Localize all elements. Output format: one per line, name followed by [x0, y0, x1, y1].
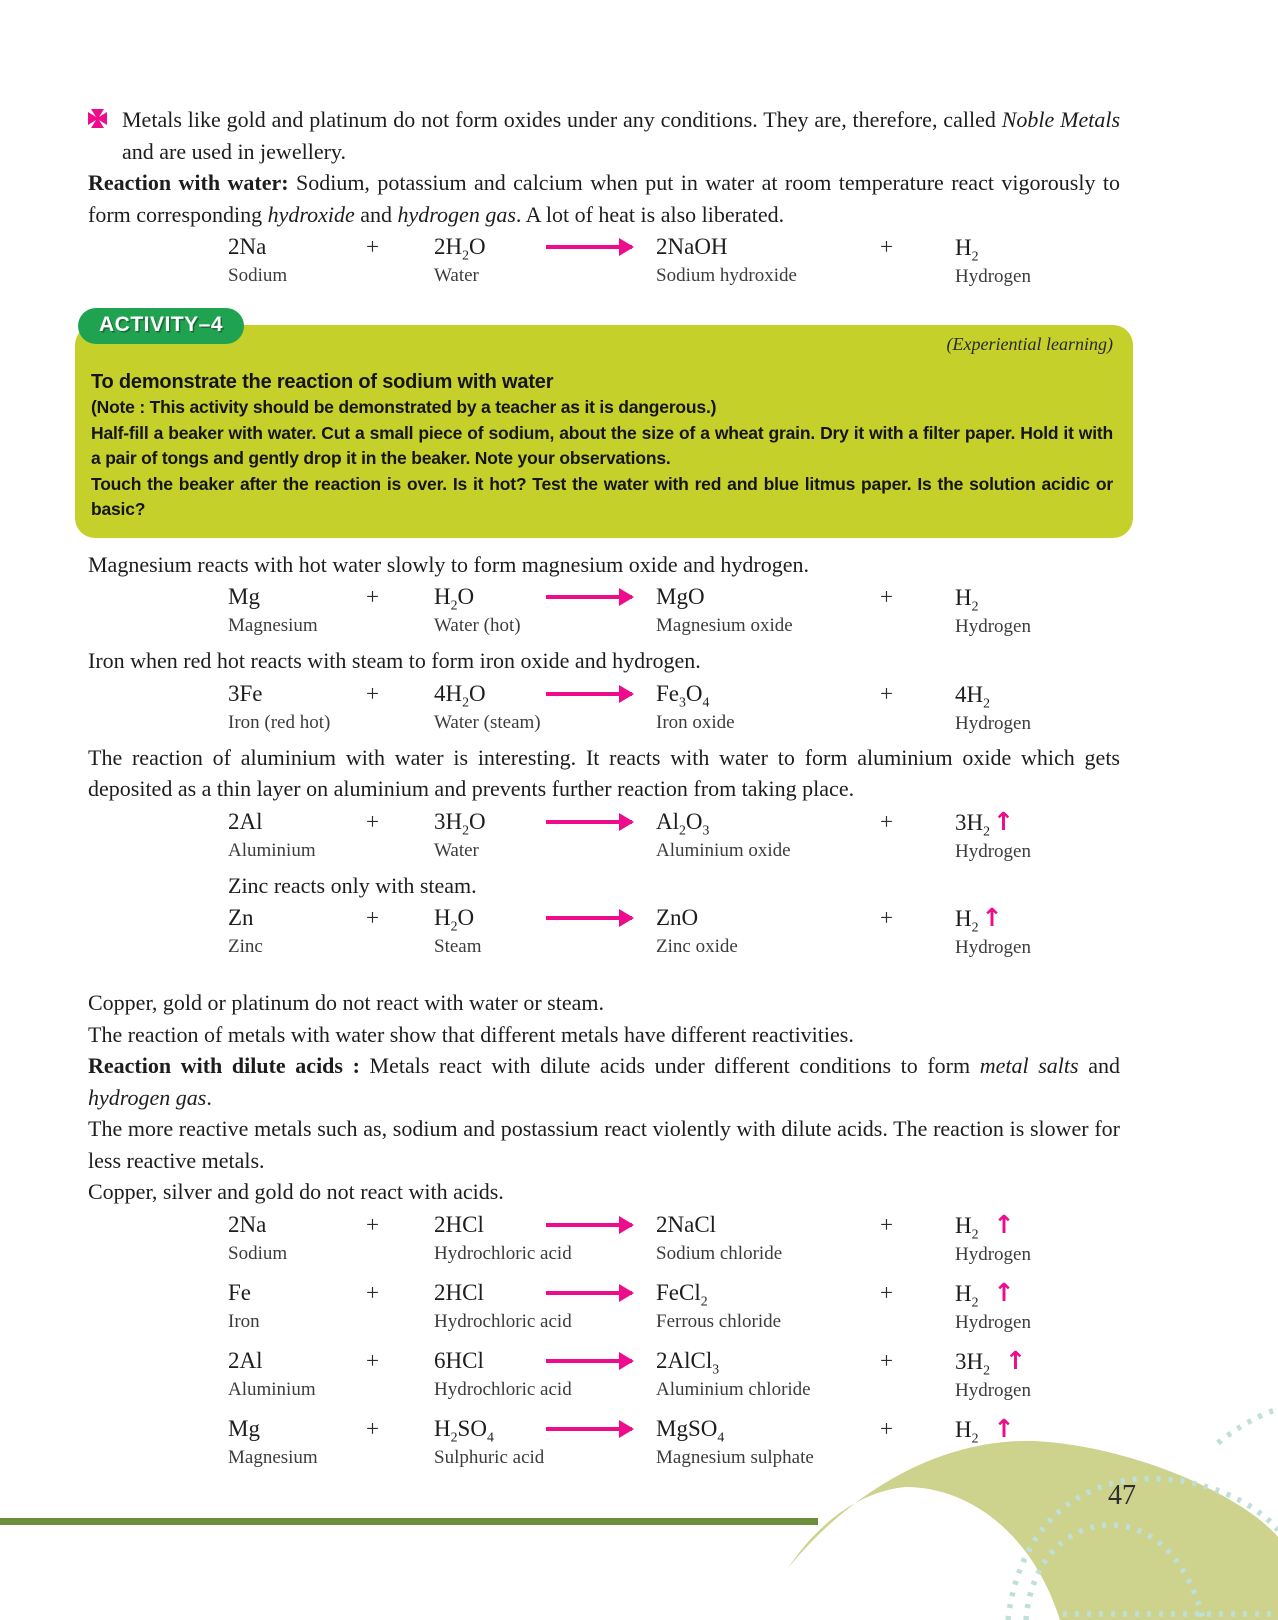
reaction-arrow-icon [546, 916, 632, 920]
plus-sign: + [366, 1279, 379, 1305]
eq-term [434, 1278, 572, 1334]
eq-arrow-cell [546, 232, 656, 249]
eq-term [434, 1346, 572, 1402]
reaction-arrow-icon [546, 1291, 632, 1295]
plus-sign: + [880, 234, 893, 259]
term-label: Magnesium sulphate [656, 1446, 814, 1468]
italic-hydroxide: hydroxide [267, 201, 355, 227]
eq-term [434, 679, 546, 735]
eq-term [656, 679, 870, 735]
eq-term [434, 1414, 546, 1470]
gas-up-arrow-icon: ↑ [981, 903, 1003, 932]
term-label: Hydrogen [955, 1243, 1031, 1265]
formula: Zn [228, 905, 254, 930]
italic-hydrogen-gas-2: hydrogen gas [88, 1084, 207, 1110]
eq-arrow-cell [546, 1278, 656, 1295]
maltese-cross-icon [88, 109, 107, 128]
eq-term [656, 582, 870, 638]
reaction-arrow-icon [546, 692, 632, 696]
formula: 2AlCl$_3$ [656, 1347, 720, 1377]
eq-term [656, 232, 870, 288]
term-label: Hydrochloric acid [434, 1310, 572, 1332]
footer-rule [0, 1518, 818, 1525]
term-label: Hydrogen [955, 937, 1031, 958]
equation-zinc-steam [88, 903, 1120, 960]
formula: $2H_2O$ [434, 234, 486, 263]
formula: $4H_2O$ [434, 680, 486, 710]
eq-term [228, 232, 356, 288]
term-label: Hydrogen [955, 1311, 1031, 1333]
para-acids-tail: . [206, 1084, 212, 1110]
eq-term [656, 1278, 870, 1334]
para-copper-water: Copper, gold or platinum do not react with water or steam. [88, 990, 604, 1015]
gas-up-arrow-icon: ↑ [993, 1209, 1015, 1239]
para-iron: Iron when red hot reacts with steam to form iron oxide and hydrogen. [88, 648, 701, 673]
plus-sign: + [366, 584, 379, 609]
plus-sign: + [880, 808, 893, 834]
para-reaction-dilute-acids [88, 1050, 1120, 1113]
equation-sodium-water [88, 232, 1120, 289]
footer-swoosh-graphic [778, 1405, 1278, 1620]
para-water-body: Sodium, potassium and calcium when put in water at room temperature react vigorously to form corresponding [88, 170, 1120, 227]
eq-term [656, 1210, 870, 1266]
plus-sign: + [366, 1415, 379, 1441]
reaction-arrow-icon [546, 1223, 632, 1227]
formula: $H_2$ [955, 1212, 979, 1242]
activity-body-2: Touch the beaker after the reaction is over. Is it hot? Test the water with red and blue litmus paper. Is the solution acidic or basic? [91, 473, 1113, 519]
page-number: 47 [1108, 1480, 1136, 1511]
term-label: Magnesium oxide [656, 615, 793, 636]
para-reaction-with-water [88, 167, 1120, 230]
para-copper-acids: Copper, silver and gold do not react with acids. [88, 1179, 504, 1204]
eq-term [228, 903, 356, 959]
term-label: Aluminium chloride [656, 1378, 811, 1400]
term-label: Sodium chloride [656, 1242, 783, 1264]
activity-note: (Note : This activity should be demonstrated by a teacher as it is dangerous.) [91, 397, 717, 417]
equation-iron-hcl [88, 1278, 1120, 1335]
eq-arrow-cell [546, 1210, 656, 1227]
plus-sign: + [366, 905, 379, 930]
eq-term [955, 903, 1120, 960]
term-label: Water [434, 839, 479, 861]
formula: FeCl$_2$ [656, 1279, 708, 1309]
formula: $4H_2$ [955, 681, 991, 711]
italic-metal-salts: metal salts [979, 1053, 1079, 1078]
term-label: Hydrogen [955, 266, 1031, 287]
para-aluminium: The reaction of aluminium with water is interesting. It reacts with water to form aluminium oxide which gets deposited as a thin layer on aluminium and prevents further reaction from taking place. [88, 744, 1120, 801]
equation-aluminium-hcl [88, 1346, 1120, 1403]
term-label: Magnesium [228, 1446, 318, 1468]
eq-term [955, 1278, 1120, 1335]
plus-sign: + [366, 808, 379, 834]
term-label: Hydrogen [955, 712, 1031, 734]
eq-term [955, 1210, 1120, 1267]
formula: 3Fe [228, 680, 263, 706]
formula: $H_2$ [955, 1416, 979, 1446]
eq-term [434, 807, 546, 863]
para-reactivities: The reaction of metals with water show that different metals have different reactivities. [88, 1021, 854, 1047]
term-label: Water [434, 265, 479, 286]
para-acids-mid: and [1078, 1053, 1120, 1078]
term-label: Iron oxide [656, 711, 735, 733]
eq-term [955, 807, 1120, 864]
eq-term [228, 807, 356, 863]
formula: $Fe_3O_4$ [656, 680, 710, 710]
italic-hydrogen-gas: hydrogen gas [397, 201, 516, 227]
formula: $H_2$ [955, 585, 979, 614]
plus-sign: + [366, 234, 379, 259]
equation-sodium-hcl [88, 1210, 1120, 1267]
eq-arrow-cell [546, 582, 656, 599]
formula: 2Na [228, 234, 267, 259]
eq-term [228, 1278, 356, 1334]
formula: Mg [228, 584, 260, 609]
gas-up-arrow-icon: ↑ [993, 1277, 1015, 1307]
term-label: Hydrogen [955, 616, 1031, 637]
term-label: Sulphuric acid [434, 1446, 545, 1468]
formula: Fe [228, 1279, 251, 1305]
formula: MgSO$_4$ [656, 1415, 725, 1445]
formula: $3H_2$ [955, 1348, 991, 1378]
eq-arrow-cell [546, 679, 656, 696]
plus-sign: + [366, 1211, 379, 1237]
formula: ZnO [656, 905, 699, 930]
reaction-arrow-icon [546, 1359, 632, 1363]
para-magnesium: Magnesium reacts with hot water slowly to form magnesium oxide and hydrogen. [88, 551, 809, 577]
formula: 2Al [228, 808, 263, 834]
plus-sign: + [880, 680, 893, 706]
formula: $H_2$ [955, 906, 979, 935]
eq-term [656, 903, 870, 959]
bullet-text-tail: and are used in jewellery. [122, 138, 346, 164]
eq-term [434, 903, 546, 959]
eq-term [434, 232, 546, 288]
eq-term [955, 679, 1120, 736]
formula: $3H_2O$ [434, 808, 486, 838]
term-label: Hydrogen [955, 1379, 1031, 1401]
term-label: Hydrochloric acid [434, 1378, 572, 1400]
term-label: Sodium hydroxide [656, 265, 797, 286]
gas-up-arrow-icon: ↑ [993, 1413, 1015, 1443]
term-label: Aluminium [228, 1378, 316, 1400]
formula: MgO [656, 584, 705, 609]
eq-arrow-cell [546, 807, 656, 824]
formula: 6HCl [434, 1347, 484, 1373]
para-acids-body: Metals react with dilute acids under different conditions to form [359, 1053, 980, 1078]
eq-arrow-cell [546, 1414, 656, 1431]
term-label: Sodium [228, 1242, 288, 1264]
para-zinc: Zinc reacts only with steam. [228, 872, 477, 898]
para-water-mid: and [354, 201, 398, 227]
term-label: Zinc [228, 936, 263, 957]
heading-reaction-with-water: Reaction with water: [88, 170, 289, 195]
reaction-arrow-icon [546, 1427, 632, 1431]
plus-sign: + [880, 584, 893, 609]
eq-term [434, 582, 546, 638]
plus-sign: + [366, 1347, 379, 1373]
bullet-italic-term: Noble Metals [1001, 107, 1121, 132]
reaction-arrow-icon [546, 245, 632, 249]
experiential-learning-tag: (Experiential learning) [946, 334, 1113, 354]
term-label: Ferrous chloride [656, 1310, 782, 1332]
term-label: Hydrogen [955, 840, 1031, 862]
term-label: Iron (red hot) [228, 711, 331, 733]
activity-box [75, 313, 1133, 538]
eq-term [228, 582, 356, 638]
eq-term [955, 582, 1120, 639]
formula: $H_2$ [955, 1280, 979, 1310]
reaction-arrow-icon [546, 820, 632, 824]
plus-sign: + [366, 680, 379, 706]
term-label: Sodium [228, 265, 288, 286]
formula: 2HCl [434, 1211, 484, 1237]
term-label: Water (hot) [434, 615, 521, 636]
eq-term [228, 1414, 356, 1470]
eq-term [656, 807, 870, 863]
equation-magnesium-water [88, 582, 1120, 639]
bullet-text: Metals like gold and platinum do not form oxides under any conditions. They are, therefore, called [122, 107, 996, 132]
formula: $Al_2O_3$ [656, 808, 710, 838]
eq-term [955, 232, 1120, 289]
eq-term [955, 1346, 1120, 1403]
page-content [88, 104, 1120, 1482]
formula: $H_2SO_4$ [434, 1415, 494, 1445]
eq-term [434, 1210, 572, 1266]
term-label: Steam [434, 936, 482, 957]
para-more-reactive: The more reactive metals such as, sodium and postassium react violently with dilute acids. The reaction is slower for less reactive metals. [88, 1116, 1120, 1173]
formula: Mg [228, 1415, 260, 1441]
equation-iron-steam [88, 679, 1120, 736]
formula: 2HCl [434, 1279, 484, 1305]
reaction-arrow-icon [546, 595, 632, 599]
formula: 2Na [228, 1211, 267, 1237]
gas-up-arrow-icon: ↑ [993, 806, 1014, 836]
term-label: Zinc oxide [656, 936, 738, 957]
eq-arrow-cell [546, 1346, 656, 1363]
formula: $H_2$ [955, 235, 979, 264]
activity-body-1: Half-fill a beaker with water. Cut a small piece of sodium, about the size of a wheat grain. Dry it with a filter paper. Hold it with a pair of tongs and gently drop it in the beaker. Note your observations. [91, 422, 1113, 468]
formula: 2NaCl [656, 1211, 717, 1237]
activity-title: To demonstrate the reaction of sodium with water [91, 371, 554, 393]
plus-sign: + [880, 1347, 893, 1373]
activity-badge: ACTIVITY–4 [78, 308, 244, 344]
formula: $H_2O$ [434, 905, 475, 934]
term-label: Aluminium oxide [656, 839, 791, 861]
formula: $3H_2$ [955, 809, 991, 839]
term-label: Water (steam) [434, 711, 541, 733]
plus-sign: + [880, 1211, 893, 1237]
formula: 2NaOH [656, 234, 728, 259]
eq-term [228, 679, 356, 735]
term-label: Hydrochloric acid [434, 1242, 572, 1264]
formula: 2Al [228, 1347, 263, 1373]
term-label: Magnesium [228, 615, 318, 636]
eq-term [228, 1346, 356, 1402]
eq-term [228, 1210, 356, 1266]
plus-sign: + [880, 1415, 893, 1441]
noble-metals-bullet [88, 104, 1120, 167]
equation-aluminium-water [88, 807, 1120, 864]
eq-arrow-cell [546, 903, 656, 920]
heading-reaction-dilute-acids: Reaction with dilute acids : [88, 1053, 360, 1078]
term-label: Aluminium [228, 839, 316, 861]
plus-sign: + [880, 1279, 893, 1305]
eq-term [656, 1346, 870, 1402]
plus-sign: + [880, 905, 893, 930]
formula: $H_2O$ [434, 584, 475, 613]
term-label: Iron [228, 1310, 260, 1332]
gas-up-arrow-icon: ↑ [1005, 1345, 1026, 1375]
para-water-tail: . A lot of heat is also liberated. [515, 201, 785, 227]
